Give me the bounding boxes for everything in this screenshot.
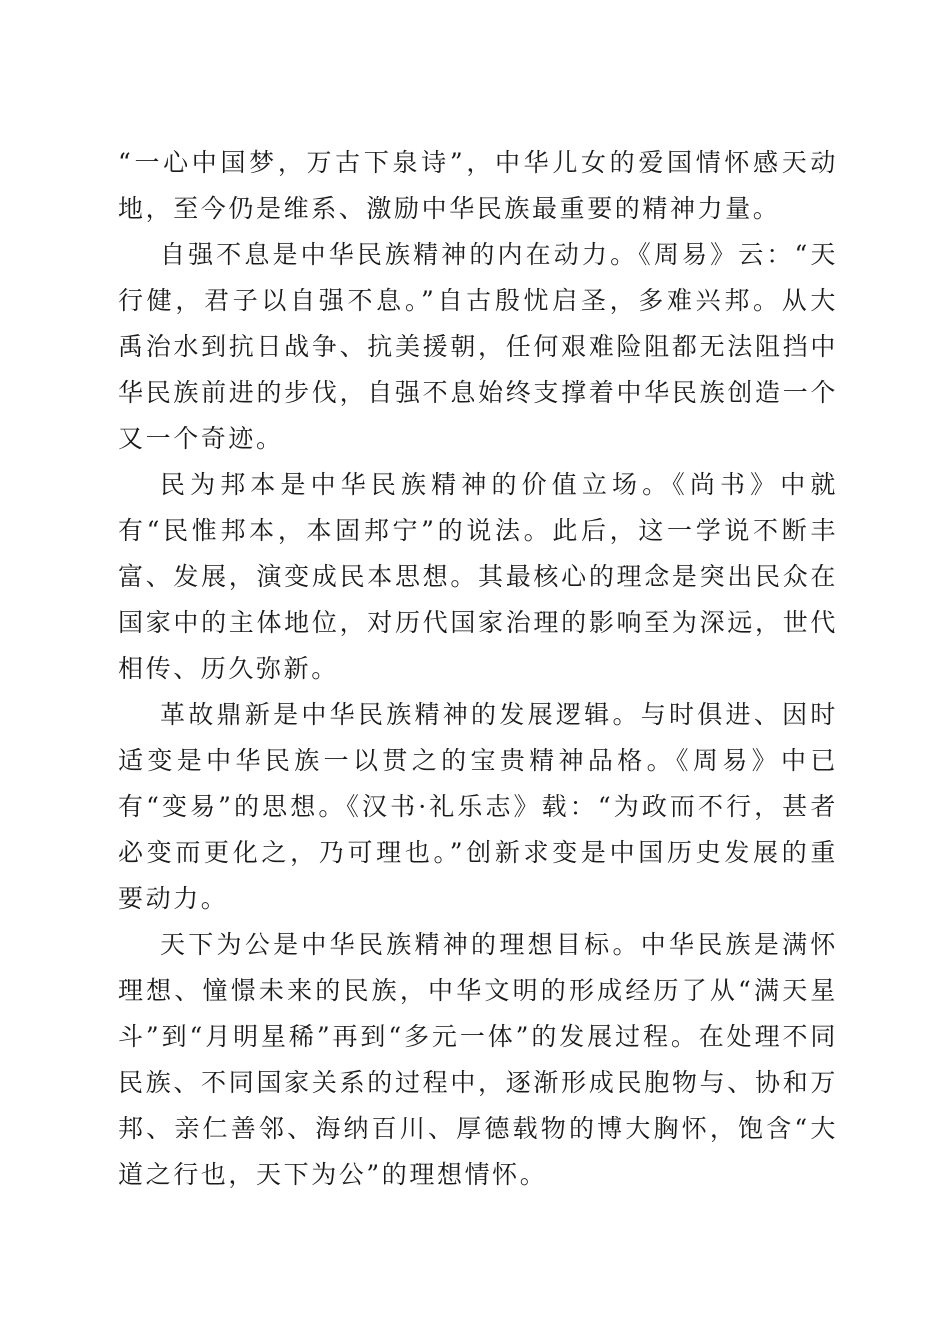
paragraph-patriotism-conclusion: “一心中国梦，万古下泉诗”，中华儿女的爱国情怀感天动地，至今仍是维系、激励中华民族最重要的精神力量。	[118, 148, 838, 223]
paragraph-innovation: 革故鼎新是中华民族精神的发展逻辑。与时俱进、因时适变是中华民族一以贯之的宝贵精神品格。《周易》中已有“变易”的思想。《汉书·礼乐志》载：“为政而不行，甚者必变而更化之，乃可理也。”创新求变是中国历史发展的重要动力。	[118, 700, 838, 913]
paragraph-people-as-foundation: 民为邦本是中华民族精神的价值立场。《尚书》中就有“民惟邦本，本固邦宁”的说法。此后，这一学说不断丰富、发展，演变成民本思想。其最核心的理念是突出民众在国家中的主体地位，对历代国家治理的影响至为深远，世代相传、历久弥新。	[118, 470, 838, 683]
paragraph-world-for-all: 天下为公是中华民族精神的理想目标。中华民族是满怀理想、憧憬未来的民族，中华文明的形成经历了从“满天星斗”到“月明星稀”再到“多元一体”的发展过程。在处理不同民族、不同国家关系的过程中，逐渐形成民胞物与、协和万邦、亲仁善邻、海纳百川、厚德载物的博大胸怀，饱含“大道之行也，天下为公”的理想情怀。	[118, 930, 838, 1189]
document-body	[118, 140, 838, 1198]
paragraph-self-improvement: 自强不息是中华民族精神的内在动力。《周易》云：“天行健，君子以自强不息。”自古殷忧启圣，多难兴邦。从大禹治水到抗日战争、抗美援朝，任何艰难险阻都无法阻挡中华民族前进的步伐，自强不息始终支撑着中华民族创造一个又一个奇迹。	[118, 240, 838, 453]
